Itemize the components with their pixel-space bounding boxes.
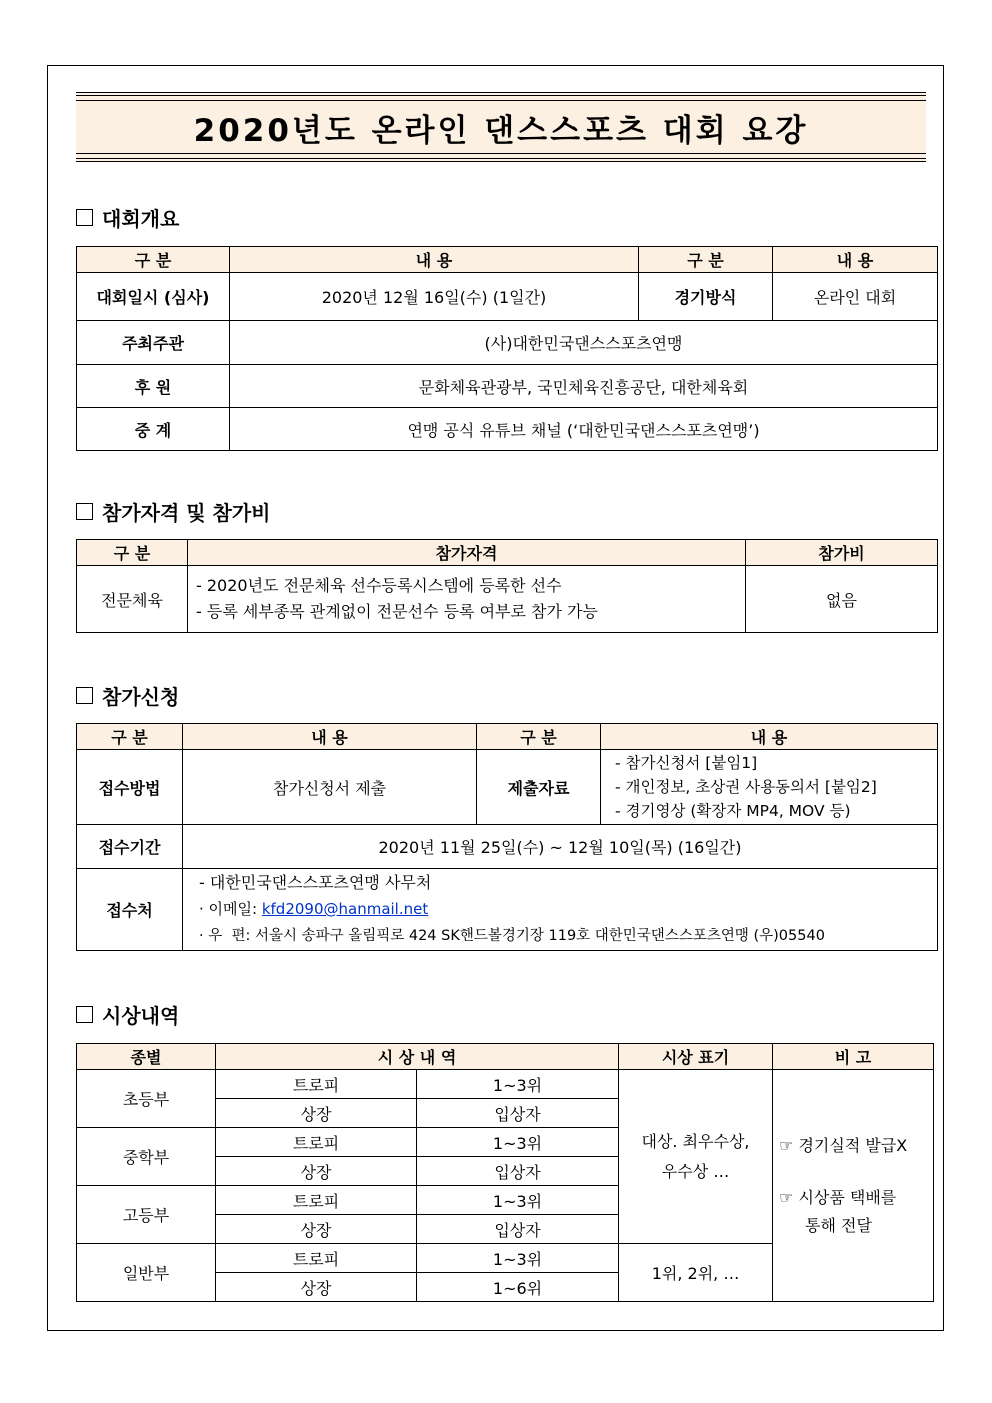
award-scope: 입상자 (417, 1099, 619, 1128)
col-header: 시상 표기 (619, 1044, 773, 1070)
row-label: 접수방법 (77, 750, 183, 825)
page-title: 2020년도 온라인 댄스스포츠 대회 요강 (193, 112, 809, 149)
note-line: 통해 전달 (805, 1215, 872, 1235)
section-heading-awards: 시상내역 (76, 1000, 179, 1029)
section-heading-eligibility: 참가자격 및 참가비 (76, 497, 271, 526)
award-label-line: 대상. 최우수상, (641, 1131, 750, 1151)
award-scope: 1~3위 (417, 1128, 619, 1157)
row-value: 온라인 대회 (773, 273, 938, 321)
application-table (76, 723, 938, 951)
division-name: 고등부 (77, 1186, 216, 1244)
award-type: 상장 (216, 1215, 417, 1244)
col-header: 시 상 내 역 (216, 1044, 619, 1070)
award-type: 트로피 (216, 1070, 417, 1099)
col-header: 구 분 (77, 247, 230, 273)
title-banner (76, 92, 926, 162)
award-scope: 입상자 (417, 1215, 619, 1244)
note-line: ☞ 시상품 택배를 (779, 1187, 897, 1207)
row-label: 중 계 (77, 408, 230, 451)
document-item: - 참가신청서 [붙임1] (615, 754, 758, 772)
row-label: 제출자료 (477, 750, 601, 825)
email-label: · 이메일: (199, 900, 262, 918)
row-value: 문화체육관광부, 국민체육진흥공단, 대한체육회 (230, 365, 938, 408)
col-header: 종별 (77, 1044, 216, 1070)
col-header: 구 분 (477, 724, 601, 750)
checkbox-icon (76, 209, 93, 226)
awards-table (76, 1043, 934, 1302)
row-label: 전문체육 (77, 566, 188, 633)
row-label: 대회일시 (심사) (77, 273, 230, 321)
division-name: 중학부 (77, 1128, 216, 1186)
award-type: 트로피 (216, 1244, 417, 1273)
office-line: - 대한민국댄스스포츠연맹 사무처 (199, 873, 432, 892)
document-item: - 개인정보, 초상권 사용동의서 [붙임2] (615, 778, 877, 796)
award-type: 상장 (216, 1273, 417, 1302)
col-header: 비 고 (773, 1044, 934, 1070)
col-header: 참가비 (746, 540, 938, 566)
row-label: 후 원 (77, 365, 230, 408)
checkbox-icon (76, 1006, 93, 1023)
row-label: 접수기간 (77, 825, 183, 869)
col-header: 내 용 (183, 724, 477, 750)
eligibility-line: - 2020년도 전문체육 선수등록시스템에 등록한 선수 (196, 576, 562, 595)
note-line: ☞ 경기실적 발급X (779, 1135, 908, 1155)
checkbox-icon (76, 687, 93, 704)
overview-table (76, 246, 938, 451)
document-item: - 경기영상 (확장자 MP4, MOV 등) (615, 802, 851, 820)
col-header: 참가자격 (188, 540, 746, 566)
division-name: 일반부 (77, 1244, 216, 1302)
row-label: 접수처 (77, 869, 183, 951)
row-value: 2020년 11월 25일(수) ~ 12월 10일(목) (16일간) (183, 825, 938, 869)
eligibility-line: - 등록 세부종목 관계없이 전문선수 등록 여부로 참가 가능 (196, 602, 598, 621)
award-type: 트로피 (216, 1128, 417, 1157)
row-label: 주최주관 (77, 321, 230, 365)
col-header: 구 분 (77, 540, 188, 566)
award-scope: 1~3위 (417, 1186, 619, 1215)
award-label: 1위, 2위, … (619, 1244, 773, 1302)
award-scope: 1~6위 (417, 1273, 619, 1302)
award-scope: 1~3위 (417, 1244, 619, 1273)
address-line: · 우 편: 서울시 송파구 올림픽로 424 SK핸드볼경기장 119호 대한민국댄스스포츠연맹 (우)05540 (199, 928, 825, 944)
row-value: (사)대한민국댄스스포츠연맹 (230, 321, 938, 365)
row-label: 경기방식 (639, 273, 773, 321)
row-value: 참가신청서 제출 (183, 750, 477, 825)
award-type: 상장 (216, 1099, 417, 1128)
section-heading-overview: 대회개요 (76, 203, 179, 232)
award-scope: 입상자 (417, 1157, 619, 1186)
eligibility-table (76, 539, 938, 633)
award-type: 상장 (216, 1157, 417, 1186)
award-type: 트로피 (216, 1186, 417, 1215)
row-value: 연맹 공식 유튜브 채널 (‘대한민국댄스스포츠연맹’) (230, 408, 938, 451)
section-heading-application: 참가신청 (76, 681, 179, 710)
fee-value: 없음 (746, 566, 938, 633)
col-header: 내 용 (773, 247, 938, 273)
col-header: 구 분 (639, 247, 773, 273)
email-link[interactable]: kfd2090@hanmail.net (261, 900, 429, 918)
award-scope: 1~3위 (417, 1070, 619, 1099)
col-header: 내 용 (601, 724, 938, 750)
col-header: 구 분 (77, 724, 183, 750)
award-label-line: 우수상 … (661, 1161, 730, 1181)
checkbox-icon (76, 503, 93, 520)
row-value: 2020년 12월 16일(수) (1일간) (230, 273, 639, 321)
division-name: 초등부 (77, 1070, 216, 1128)
col-header: 내 용 (230, 247, 639, 273)
